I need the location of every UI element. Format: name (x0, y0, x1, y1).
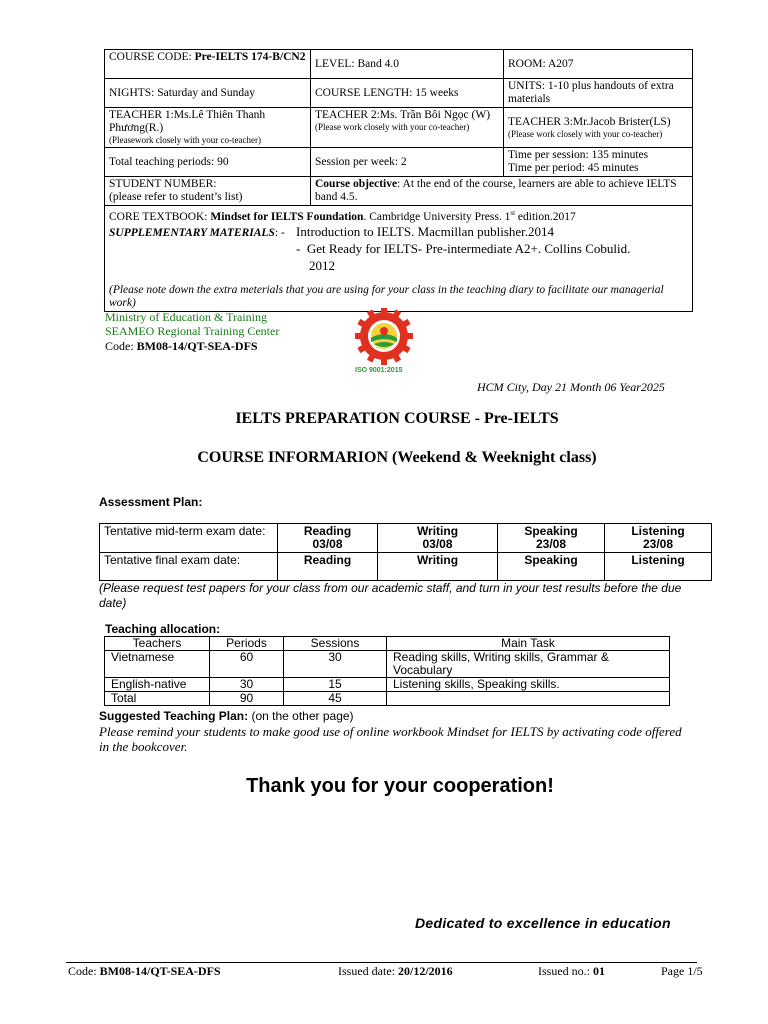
ministry-name: Ministry of Education & Training (105, 310, 267, 324)
footer-divider (66, 962, 697, 963)
footer-page-number: Page 1/5 (661, 964, 703, 978)
teaching-plan-note: Please remind your students to make good use of online workbook Mindset for IELTS by activating code offered in the bookcover. (99, 724, 682, 754)
final-writing: Writing (378, 553, 498, 581)
iso-label: ISO 9001:2015 (355, 367, 403, 374)
midterm-writing: Writing 03/08 (378, 524, 498, 553)
course-length-cell: COURSE LENGTH: 15 weeks (311, 79, 504, 108)
teaching-plan-heading: Suggested Teaching Plan: (on the other page) (99, 709, 354, 723)
midterm-listening: Listening 23/08 (605, 524, 712, 553)
assessment-table (99, 523, 712, 581)
footer-issued-date: Issued date: 20/12/2016 (338, 964, 453, 978)
supplementary-materials: SUPPLEMENTARY MATERIALS: - Introduction to IELTS. Macmillan publisher.2014 (109, 223, 555, 239)
supp-item-2-year: 2012 (309, 257, 335, 273)
footer-issued-no: Issued no.: 01 (538, 964, 605, 978)
student-number-cell: STUDENT NUMBER: (please refer to student’s list) (105, 177, 311, 206)
table-row (105, 678, 670, 692)
table-row (105, 651, 670, 678)
assessment-note: (Please request test papers for your class from our academic staff, and turn in your test results before the due date) (99, 581, 682, 610)
total-periods-cell: Total teaching periods: 90 (105, 148, 311, 177)
course-code-cell: COURSE CODE: Pre-IELTS 174-B/CN2 (105, 50, 311, 79)
table-row (105, 692, 670, 706)
midterm-label: Tentative mid-term exam date: (100, 524, 278, 553)
table-cell: Reading skills, Writing skills, Grammar & Vocabulary (387, 651, 670, 678)
org-code: Code: BM08-14/QT-SEA-DFS (105, 339, 258, 353)
final-listening: Listening (605, 553, 712, 581)
final-speaking: Speaking (498, 553, 605, 581)
level-cell: LEVEL: Band 4.0 (311, 50, 504, 79)
table-cell: Listening skills, Speaking skills. (387, 678, 670, 692)
session-per-week-cell: Session per week: 2 (311, 148, 504, 177)
allocation-header: Sessions (284, 637, 387, 651)
supp-item-1: Introduction to IELTS. Macmillan publisher.2014 (296, 223, 555, 239)
allocation-heading: Teaching allocation: (105, 622, 221, 636)
course-objective-cell: Course objective: At the end of the course, learners are able to achieve IELTS band 4.5. (311, 177, 693, 206)
table-cell: Vietnamese (105, 651, 210, 678)
teacher2-cell: TEACHER 2:Ms. Trần Bôi Ngọc (W) (Please work closely with your co-teacher) (311, 108, 504, 148)
table-cell: 30 (284, 651, 387, 678)
table-cell: 90 (210, 692, 284, 706)
table-cell: 30 (210, 678, 284, 692)
allocation-table (104, 636, 670, 706)
course-title: IELTS PREPARATION COURSE - Pre-IELTS (235, 410, 559, 427)
course-info-table (104, 49, 693, 312)
final-label: Tentative final exam date: (100, 553, 278, 581)
time-cell: Time per session: 135 minutes Time per period: 45 minutes (504, 148, 693, 177)
center-name: SEAMEO Regional Training Center (105, 324, 280, 338)
nights-cell: NIGHTS: Saturday and Sunday (105, 79, 311, 108)
supp-item-2: - Get Ready for IELTS- Pre-intermediate A2+. Collins Cobulid. (296, 240, 631, 256)
room-cell: ROOM: A207 (504, 50, 693, 79)
table-cell: 45 (284, 692, 387, 706)
midterm-reading: Reading 03/08 (278, 524, 378, 553)
midterm-speaking: Speaking 23/08 (498, 524, 605, 553)
materials-cell (105, 206, 693, 312)
final-reading: Reading (278, 553, 378, 581)
allocation-header-row (105, 637, 670, 651)
allocation-header: Periods (210, 637, 284, 651)
course-info-title: COURSE INFORMARION (Weekend & Weeknight class) (197, 449, 597, 466)
table-cell: Total (105, 692, 210, 706)
materials-note: (Please note down the extra meterials that you are using for your class in the teaching diary to facilitate our managerial work) (109, 283, 664, 309)
allocation-header: Teachers (105, 637, 210, 651)
table-cell: 60 (210, 651, 284, 678)
thank-you-message: Thank you for your cooperation! (246, 775, 554, 797)
core-textbook: CORE TEXTBOOK: Mindset for IELTS Foundation. Cambridge University Press. 1st edition.2017 (109, 209, 576, 223)
table-cell: English-native (105, 678, 210, 692)
units-cell: UNITS: 1-10 plus handouts of extra materials (504, 79, 693, 108)
motto: Dedicated to excellence in education (415, 915, 671, 931)
table-cell: 15 (284, 678, 387, 692)
footer-code: Code: BM08-14/QT-SEA-DFS (68, 964, 221, 978)
date-line: HCM City, Day 21 Month 06 Year2025 (477, 380, 665, 394)
teacher3-cell: TEACHER 3:Mr.Jacob Brister(LS) (Please work closely with your co-teacher) (504, 108, 693, 148)
teacher1-cell: TEACHER 1:Ms.Lê Thiên Thanh Phương(R.) (Pleasework closely with your co-teacher) (105, 108, 311, 148)
assessment-heading: Assessment Plan: (99, 495, 203, 509)
table-cell (387, 692, 670, 706)
allocation-header: Main Task (387, 637, 670, 651)
